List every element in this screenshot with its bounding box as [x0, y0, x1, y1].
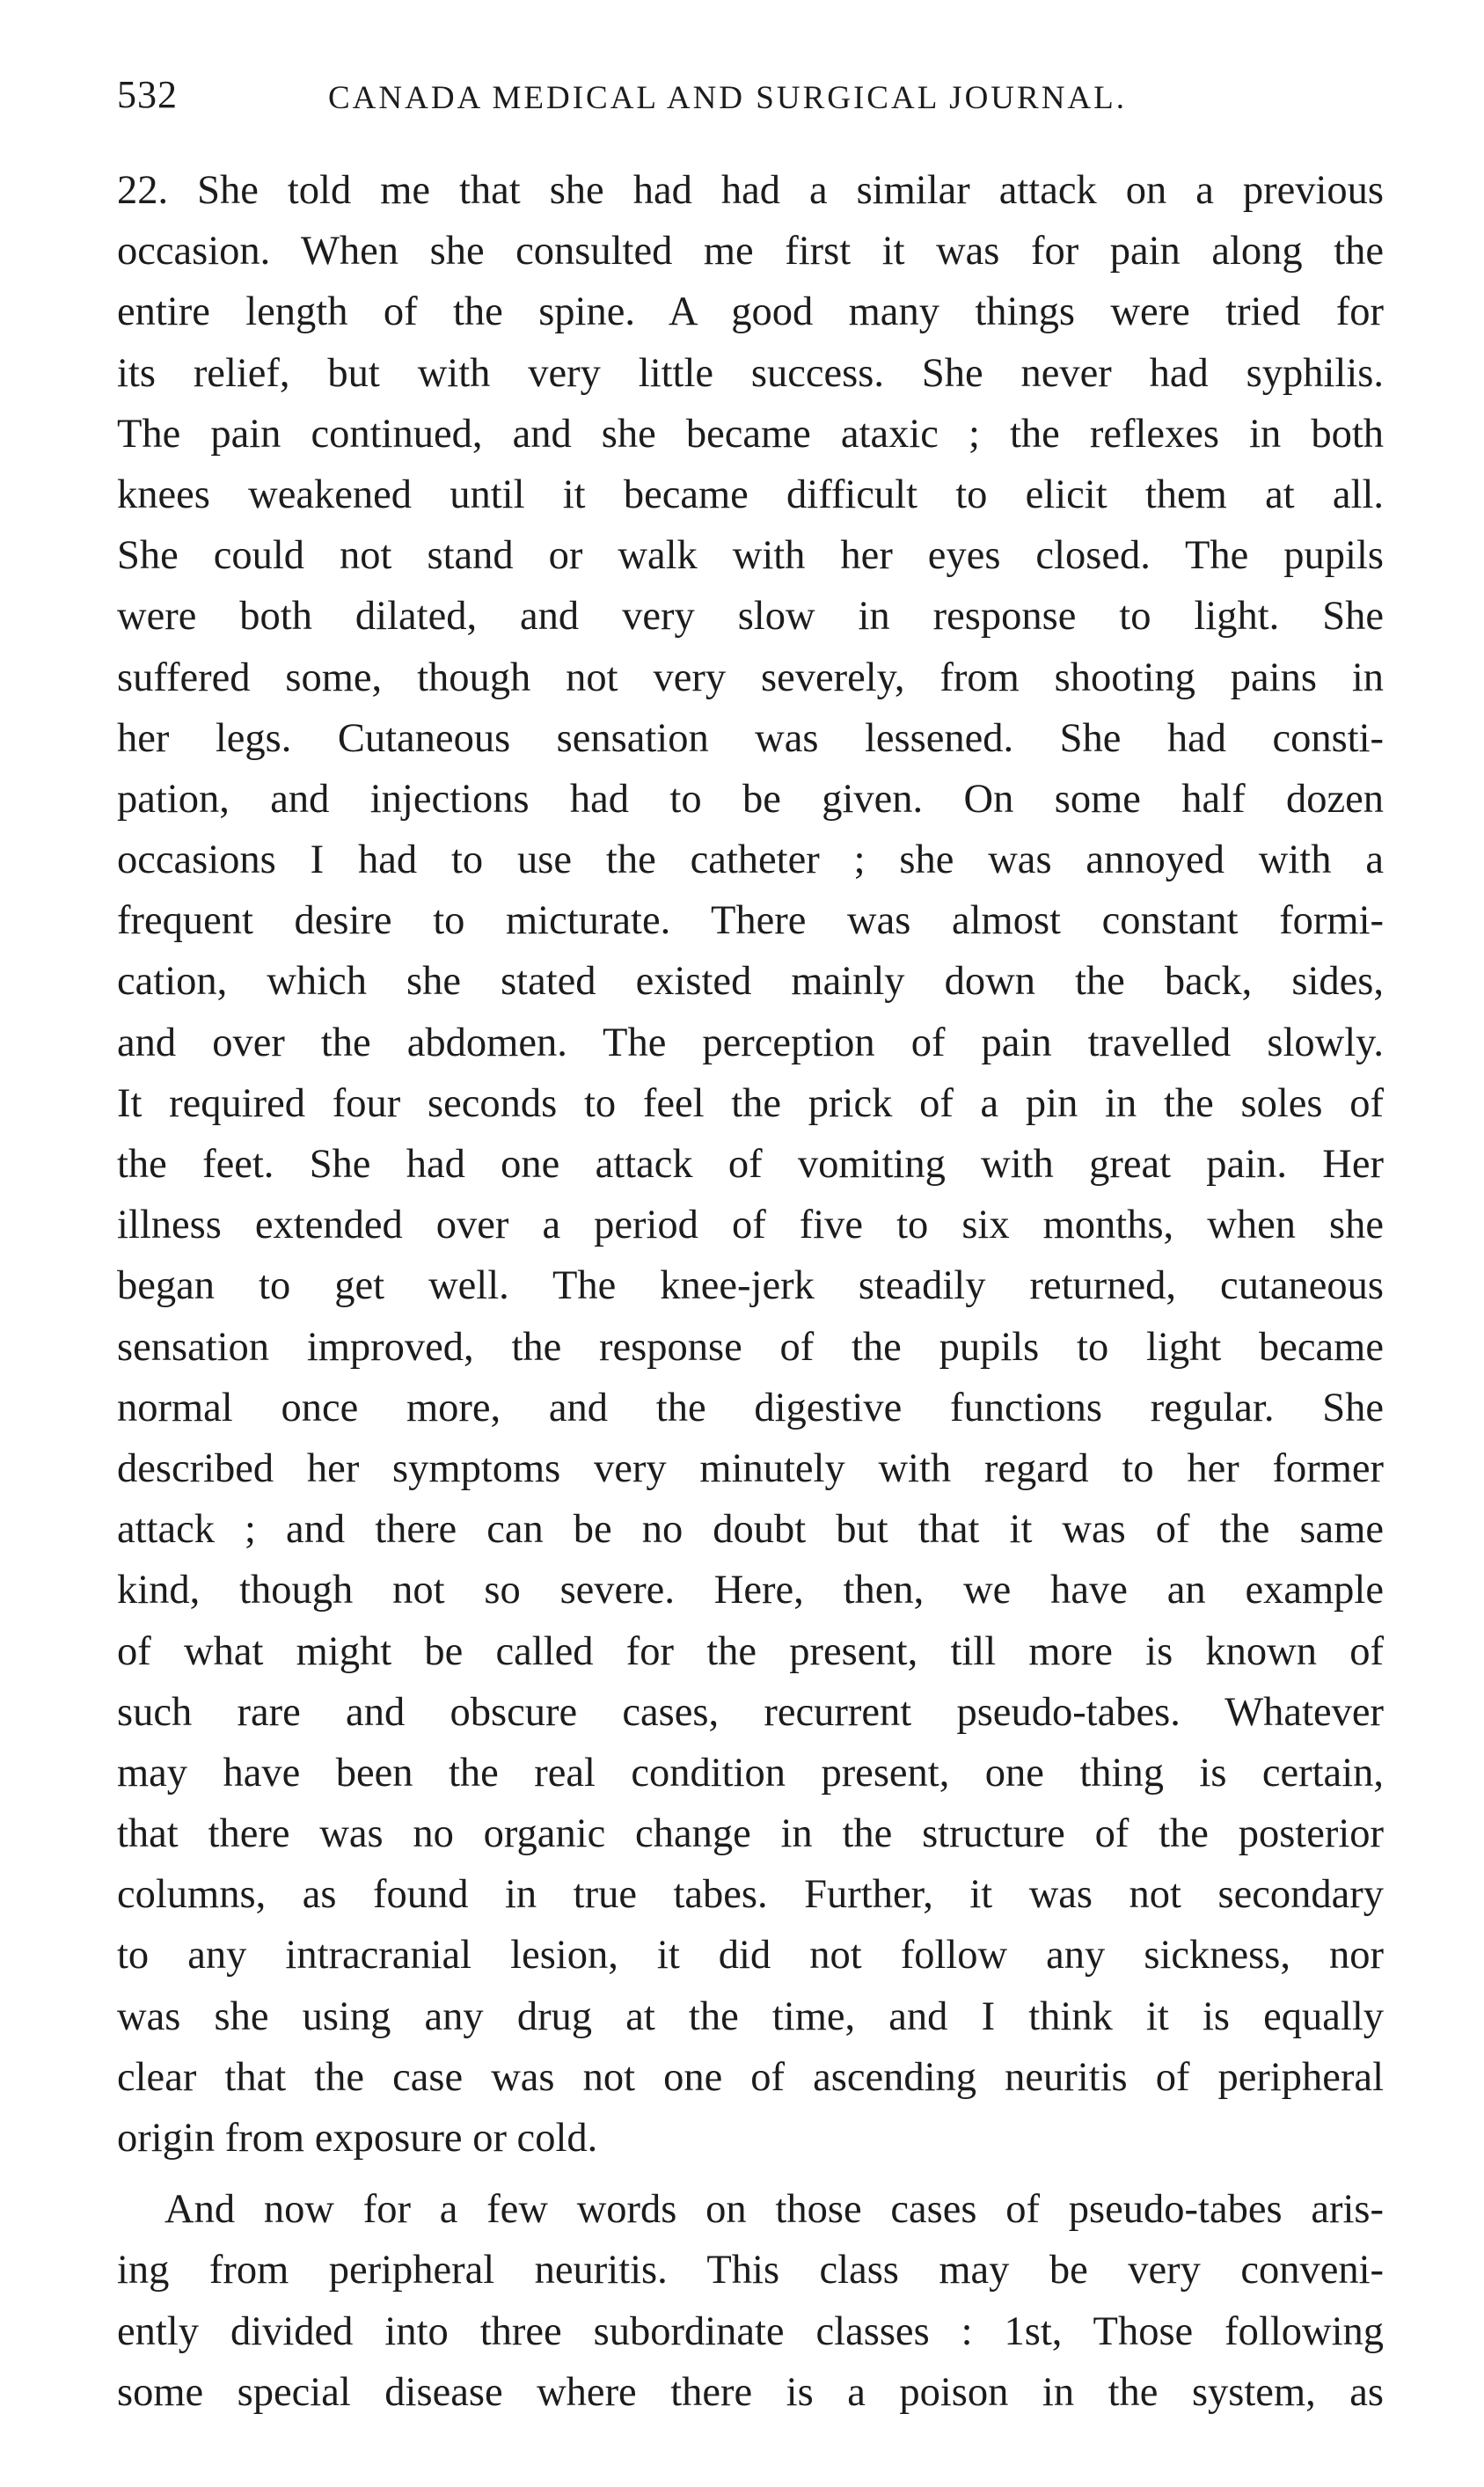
text-line: her legs. Cutaneous sensation was lessened. She had consti-	[117, 715, 1384, 761]
text-line: such rare and obscure cases, recurrent pseudo-tabes. Whatever	[117, 1689, 1384, 1735]
paragraph-spacer	[117, 2169, 1384, 2179]
text-line: illness extended over a period of five to six months, when she	[117, 1203, 1384, 1248]
text-line: was she using any drug at the time, and I think it is equally	[117, 1993, 1384, 2039]
page-number: 532	[117, 73, 178, 116]
text-line: 22. She told me that she had had a similar attack on a previous	[117, 168, 1384, 213]
text-line: and over the abdomen. The perception of pain travelled slowly.	[117, 1020, 1384, 1065]
text-line: origin from exposure or cold.	[117, 2116, 598, 2161]
text-line: frequent desire to micturate. There was almost constant formi-	[117, 898, 1384, 944]
text-line: began to get well. The knee-jerk steadily returned, cutaneous	[117, 1263, 1384, 1309]
text-line: knees weakened until it became difficult to elicit them at all.	[117, 472, 1384, 517]
text-line: The pain continued, and she became ataxic ; the reflexes in both	[117, 411, 1384, 457]
text-line: entire length of the spine. A good many things were tried for	[117, 289, 1384, 335]
text-line: suffered some, though not very severely, from shooting pains in	[117, 655, 1384, 700]
paragraph-peripheral-neuritis	[117, 2179, 1384, 2423]
text-line: kind, though not so severe. Here, then, we have an example	[117, 1568, 1384, 1613]
text-line: normal once more, and the digestive functions regular. She	[117, 1385, 1384, 1430]
text-line: the feet. She had one attack of vomiting with great pain. Her	[117, 1142, 1384, 1187]
text-line: may have been the real condition present, one thing is certain,	[117, 1750, 1384, 1796]
text-line: to any intracranial lesion, it did not follow any sickness, nor	[117, 1933, 1384, 1979]
text-line: ing from peripheral neuritis. This class may be very conveni-	[117, 2248, 1384, 2293]
paragraph-case-22	[117, 160, 1384, 2169]
text-line: sensation improved, the response of the pupils to light became	[117, 1324, 1384, 1370]
text-line: that there was no organic change in the structure of the posterior	[117, 1811, 1384, 1857]
journal-title: CANADA MEDICAL AND SURGICAL JOURNAL.	[328, 80, 1127, 116]
text-line: some special disease where there is a poison in the system, as	[117, 2369, 1384, 2415]
text-line: ently divided into three subordinate classes : 1st, Those following	[117, 2308, 1384, 2354]
text-line: clear that the case was not one of ascending neuritis of peripheral	[117, 2054, 1384, 2100]
text-line: pation, and injections had to be given. On some half dozen	[117, 776, 1384, 822]
text-line: It required four seconds to feel the prick of a pin in the soles of	[117, 1080, 1384, 1126]
text-line: were both dilated, and very slow in response to light. She	[117, 594, 1384, 640]
text-line: And now for a few words on those cases of pseudo-tabes aris-	[164, 2187, 1384, 2233]
body-text	[117, 160, 1384, 2423]
text-line: of what might be called for the present, till more is known of	[117, 1628, 1384, 1674]
text-line: occasion. When she consulted me first it was for pain along the	[117, 229, 1384, 274]
text-line: She could not stand or walk with her eyes closed. The pupils	[117, 533, 1384, 579]
running-head	[117, 69, 1384, 130]
text-line: columns, as found in true tabes. Further, it was not secondary	[117, 1872, 1384, 1918]
text-line: attack ; and there can be no doubt but that it was of the same	[117, 1507, 1384, 1553]
text-line: described her symptoms very minutely with regard to her former	[117, 1445, 1384, 1491]
text-line: occasions I had to use the catheter ; she was annoyed with a	[117, 838, 1384, 883]
text-line: cation, which she stated existed mainly down the back, sides,	[117, 959, 1384, 1005]
text-line: its relief, but with very little success. She never had syphilis.	[117, 350, 1384, 396]
